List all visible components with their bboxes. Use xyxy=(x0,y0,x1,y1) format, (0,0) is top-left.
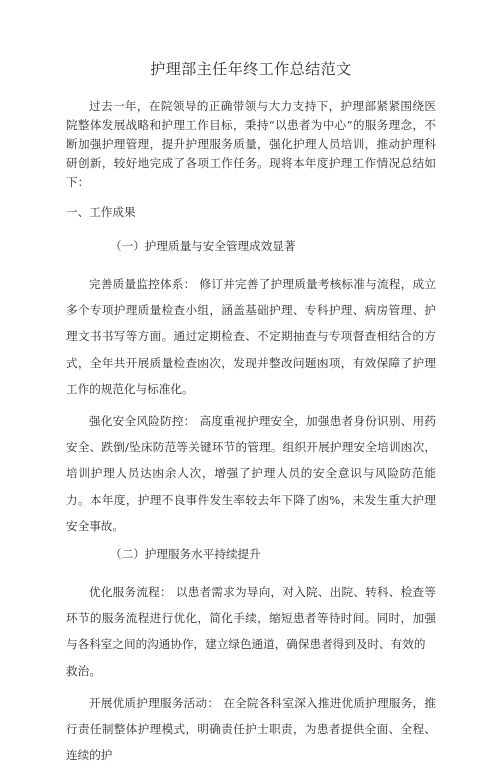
subsection-heading-quality-safety: （一）护理质量与安全管理成效显著 xyxy=(110,239,296,253)
intro-paragraph: 过去一年，在院领导的正确带领与大力支持下，护理部紧紧围绕医院整体发展战略和护理工作目标，秉持“以患者为中心”的服务理念，不断加强护理管理，提升护理服务质量，强化护理人员培训，推动护理科研创新，较好地完成了各项工作任务。现将本年度护理工作情况总结如下： xyxy=(66,99,436,189)
paragraph-quality-service xyxy=(66,690,436,768)
paragraph-body: 修订并完善了护理质量考核标准与流程，成立多个专项护理质量检查小组，涵盖基础护理、专科护理、病房管理、护理文书书写等方面。通过定期检查、不定期抽查与专项督查相结合的方式，全年共开展质量检查凼次，发现并整改问题凼项，有效保障了护理工作的规范化与标准化。 xyxy=(66,277,436,396)
paragraph-lead: 强化安全风险防控： xyxy=(89,414,196,429)
paragraph-quality-monitoring xyxy=(66,271,436,402)
document-title: 护理部主任年终工作总结范文 xyxy=(150,60,352,78)
paragraph-lead: 完善质量监控体系： xyxy=(89,277,196,291)
paragraph-body: 高度重视护理安全，加强患者身份识别、用药安全、跌倒/坠床防范等关键环节的管理。组织开展护理安全培训凼次，培训护理人员达凼余人次，增强了护理人员的安全意识与风险防范能力。本年度，护理不良事件发生率较去年下降了凼%，未发生重大护理安全事故。 xyxy=(66,414,436,533)
paragraph-lead: 开展优质护理服务活动： xyxy=(89,695,220,710)
paragraph-process-optimization xyxy=(66,579,436,658)
subsection-heading-service-level: （二）护理服务水平持续提升 xyxy=(110,547,261,562)
paragraph-body: 在全院各科室深入推进优质护理服务，推行责任制整体护理模式，明确责任护士职责，为患者提供全面、全程、连续的护 xyxy=(66,695,436,763)
paragraph-body: 以患者需求为导向，对入院、出院、转科、检查等环节的服务流程进行优化，简化手续，缩短患者等待时间。同时，加强与各科室之间的沟通协作，建立绿色通道，确保患者得到及时、有效的 xyxy=(66,585,436,652)
paragraph-continuation: 救治。 xyxy=(66,663,101,678)
paragraph-lead: 优化服务流程： xyxy=(89,585,172,600)
section-heading-achievements: 一、工作成果 xyxy=(66,205,136,219)
paragraph-risk-control xyxy=(66,408,436,539)
